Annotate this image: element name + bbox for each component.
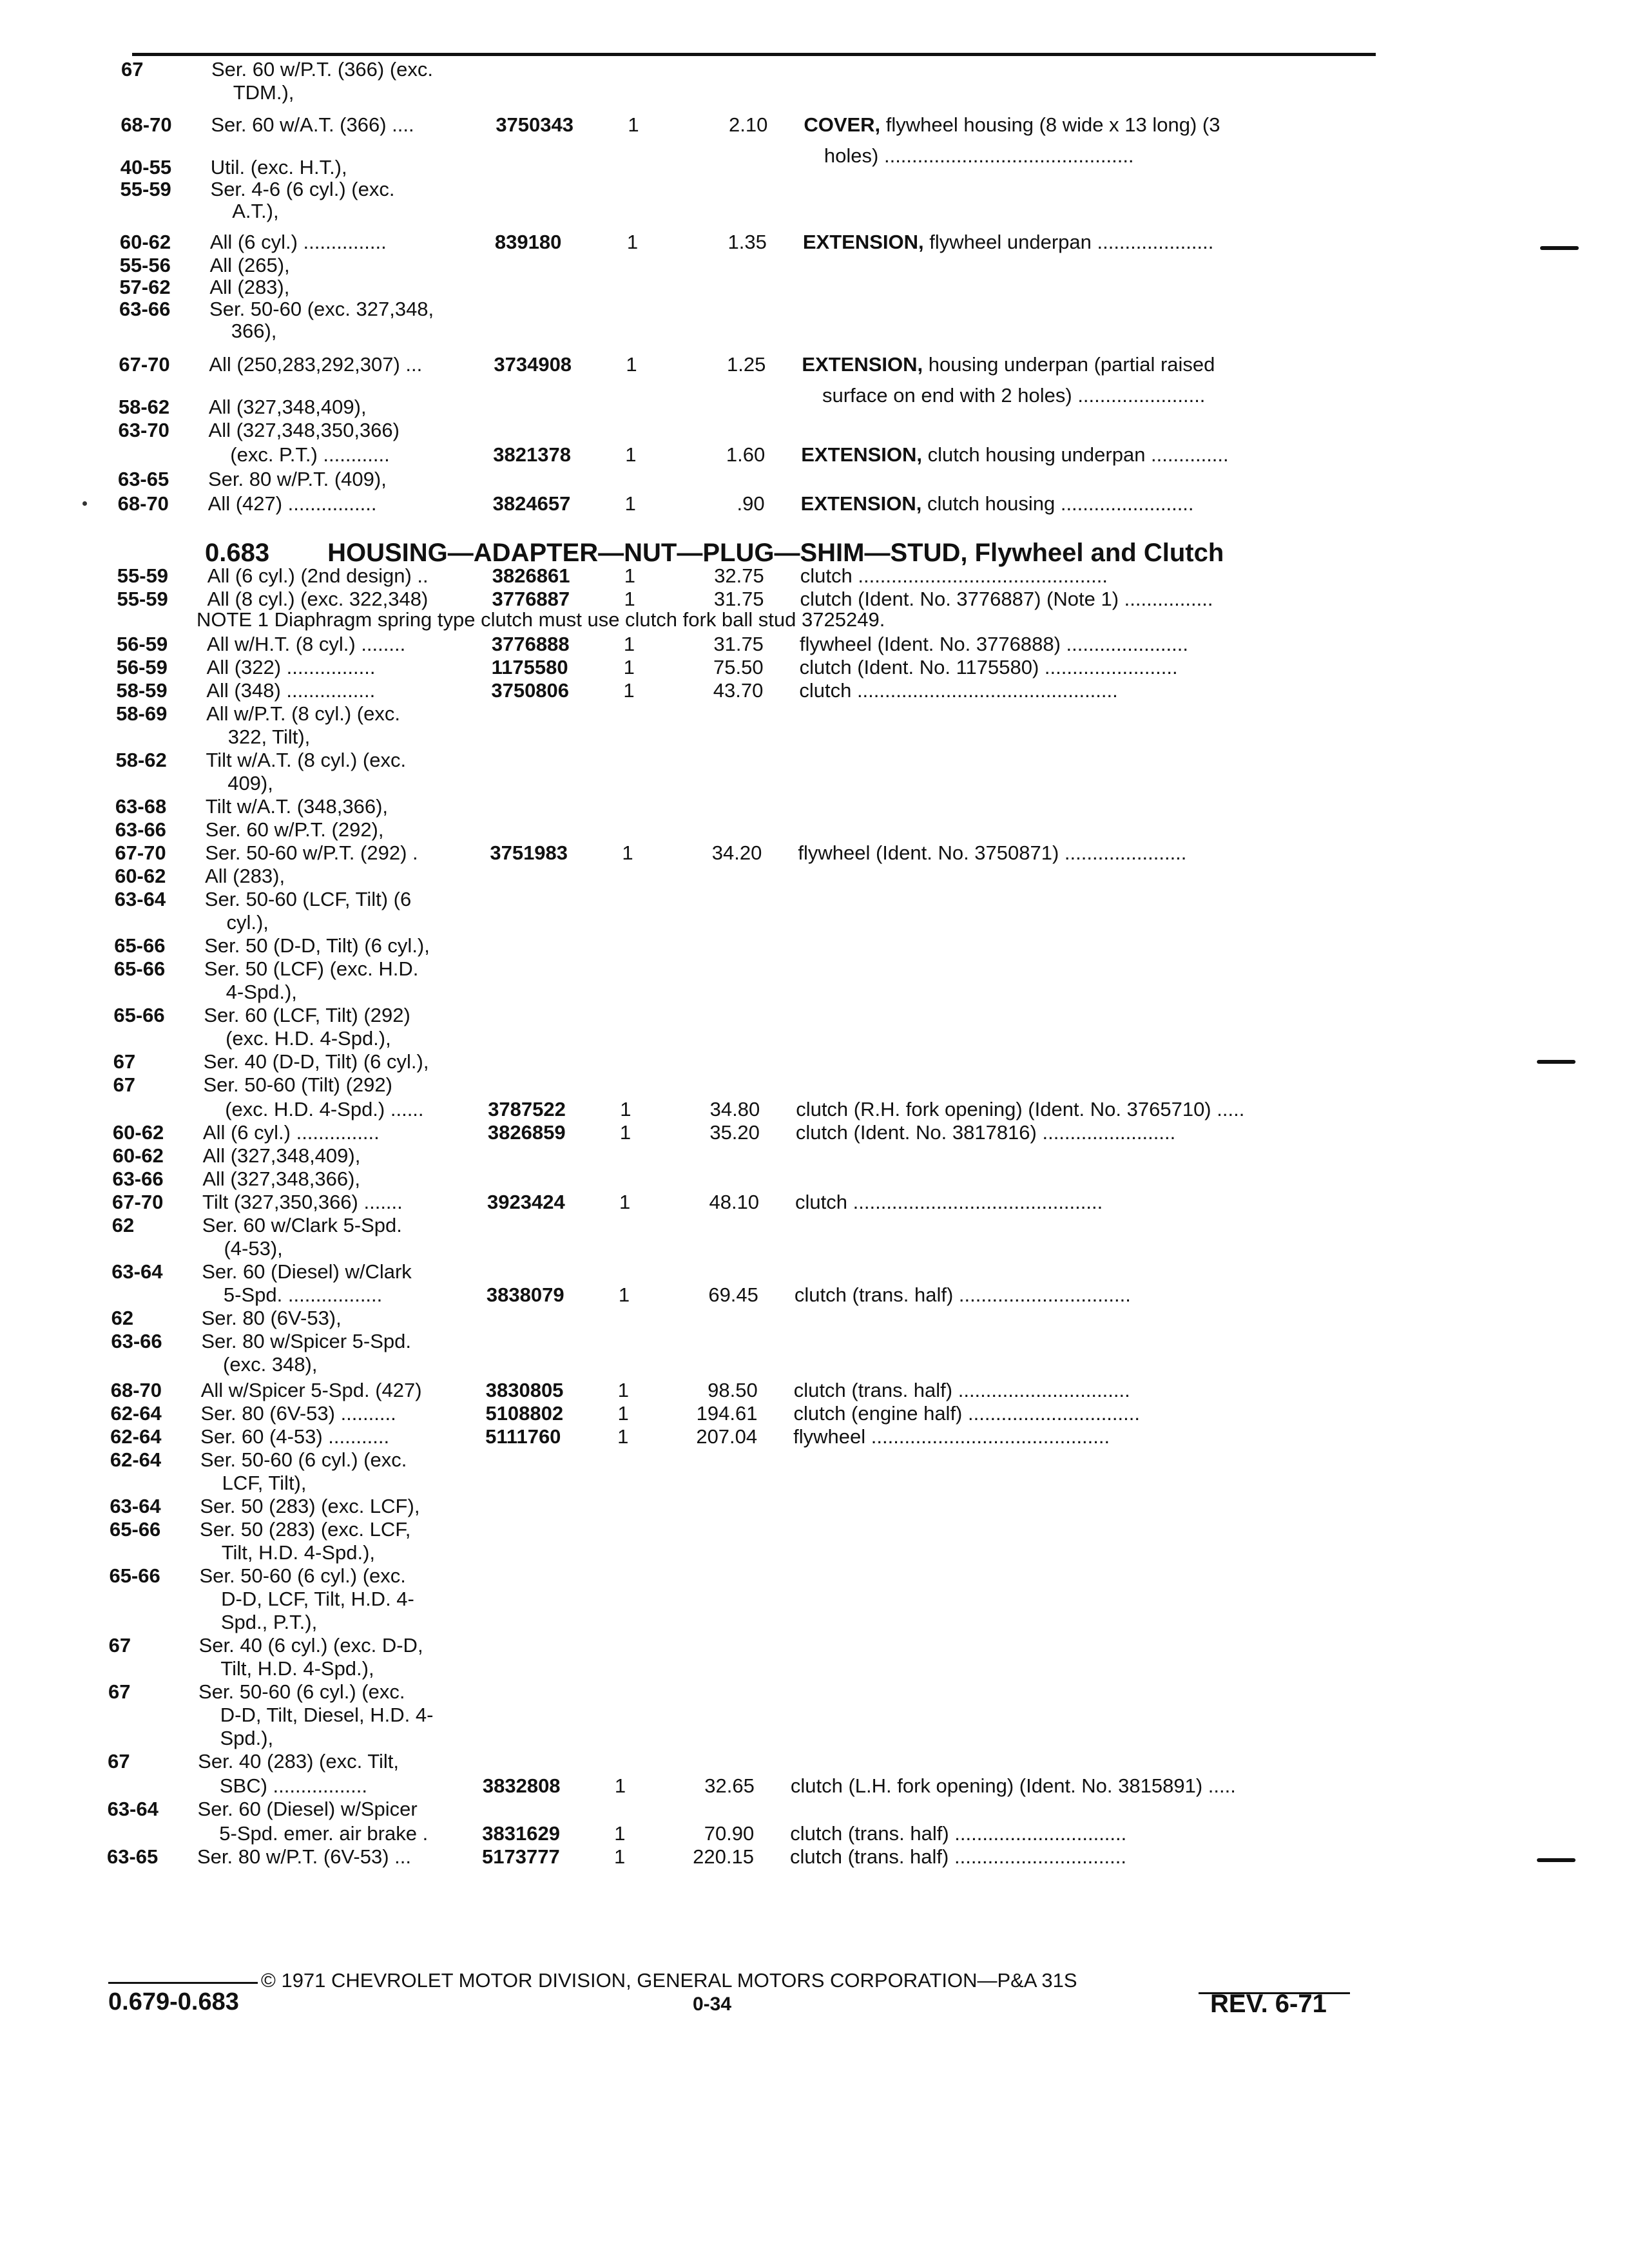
part-number: 839180 [494,231,562,253]
quantity: 1 [623,633,635,655]
part-number: 3750806 [491,679,570,702]
application: All (322) ................ [206,656,376,678]
model-years: 67-70 [119,353,170,376]
application: (exc. H.D. 4-Spd.), [226,1027,391,1050]
model-years: 57-62 [119,276,171,298]
description [804,112,1220,138]
model-years: 58-69 [116,702,168,725]
application: Ser. 50 (283) (exc. LCF, [200,1518,411,1541]
model-years: 56-59 [116,633,168,655]
description-text: clutch ............................................. [800,564,1108,587]
description-text: flywheel (Ident. No. 3776888) ...................... [799,633,1188,655]
application: 5-Spd. emer. air brake . [219,1822,429,1845]
note-text: NOTE 1 Diaphragm spring type clutch must use clutch fork ball stud 3725249. [197,608,885,631]
description [796,1097,1244,1122]
application: All (8 cyl.) (exc. 322,348) [207,588,429,610]
quantity: 1 [624,564,636,587]
application: Tilt, H.D. 4-Spd.), [221,1541,376,1564]
application: 5-Spd. ................. [223,1283,383,1306]
price: 207.04 [696,1425,758,1448]
part-number: 3776888 [491,633,570,655]
application: Ser. 50 (D-D, Tilt) (6 cyl.), [204,934,430,957]
description [800,655,1178,680]
price: 98.50 [708,1379,758,1401]
price: 194.61 [696,1402,758,1425]
description [793,1424,1110,1450]
model-years: 55-59 [117,564,169,587]
part-number: 3787522 [488,1098,566,1120]
application: All (6 cyl.) (2nd design) .. [207,564,429,587]
model-years: 62 [111,1307,134,1329]
application: Ser. 50-60 (Tilt) (292) [203,1073,392,1096]
description [802,352,1215,378]
application: (4-53), [224,1237,283,1260]
margin-tick [1537,1858,1576,1862]
description-title: COVER, [804,113,881,136]
description-text: clutch (trans. half) ............................... [793,1379,1130,1401]
application: Spd.), [220,1727,274,1749]
quantity: 1 [625,443,637,466]
margin-dot [82,501,87,506]
application: Ser. 60 (Diesel) w/Spicer [197,1798,418,1820]
footer-revision: REV. 6-71 [1210,1990,1327,2018]
price: 1.35 [728,231,767,253]
description [799,678,1117,704]
quantity: 1 [617,1379,629,1401]
model-years: 60-62 [112,1121,164,1144]
description-text: flywheel (Ident. No. 3750871) ...................... [798,841,1187,864]
application: (exc. P.T.) ............ [230,443,390,466]
quantity: 1 [626,231,639,253]
price: 1.25 [727,353,766,376]
section-heading [205,539,1224,568]
model-years: 67 [113,1073,135,1096]
quantity: 1 [619,1121,631,1144]
application: Ser. 80 (6V-53), [201,1307,342,1329]
model-years: 62 [111,1214,135,1236]
model-years: 40-55 [120,156,172,178]
model-years: 65-66 [114,934,166,957]
quantity: 1 [623,656,635,678]
description-text: clutch ............................................. [795,1191,1103,1213]
top-rule [132,53,1376,56]
description [800,631,1188,657]
application: Ser. 60 (4-53) ........... [200,1425,390,1448]
price: 32.65 [704,1774,755,1797]
quantity: 1 [617,1402,629,1425]
application: 366), [231,320,277,342]
application: Tilt w/A.T. (348,366), [205,795,389,818]
quantity: 1 [624,492,636,515]
model-years: 63-66 [111,1330,162,1352]
description [795,1189,1103,1215]
application: All (250,283,292,307) ... [209,353,423,376]
model-years: 62-64 [110,1425,162,1448]
part-number: 3821378 [493,443,571,466]
description-text: clutch (engine half) ............................... [793,1402,1140,1425]
model-years: 67-70 [112,1191,164,1213]
price: 34.80 [709,1098,760,1120]
application: Ser. 80 w/P.T. (6V-53) ... [197,1845,411,1868]
margin-tick [1540,246,1579,250]
part-number: 3734908 [494,353,572,376]
description-text: clutch (trans. half) ............................... [790,1822,1127,1845]
quantity: 1 [628,113,639,136]
description [793,1401,1140,1427]
model-years: 55-59 [120,178,171,200]
description-text: clutch (L.H. fork opening) (Ident. No. 3815891) ..... [790,1774,1236,1797]
model-years: 67 [108,1750,130,1773]
description-text: clutch (trans. half) ............................... [790,1845,1126,1868]
price: 69.45 [708,1283,758,1306]
application: Ser. 50-60 (6 cyl.) (exc. [200,1448,407,1471]
part-number: 3923424 [487,1191,565,1213]
part-number: 3826859 [487,1121,566,1144]
application: All (327,348,409), [208,396,367,418]
application: All (6 cyl.) ............... [209,231,387,253]
part-number: 3826861 [492,564,570,587]
application: Ser. 80 w/P.T. (409), [207,468,387,490]
part-number: 3776887 [492,588,570,610]
model-years: 63-64 [114,888,166,910]
model-years: 67 [108,1634,131,1657]
footer-rule-left [108,1982,258,1984]
description [790,1844,1126,1870]
application: Ser. 50-60 w/P.T. (292) . [205,841,418,864]
application: (exc. H.D. 4-Spd.) ...... [225,1098,424,1120]
model-years: 68-70 [117,492,169,515]
part-number: 3830805 [485,1379,564,1401]
description-text: clutch (Ident. No. 1175580) ........................ [799,656,1178,678]
part-number: 1175580 [491,656,568,678]
model-years: 60-62 [115,865,166,887]
application: Ser. 50-60 (6 cyl.) (exc. [199,1564,406,1587]
quantity: 1 [618,1283,630,1306]
description [798,840,1186,866]
application: D-D, LCF, Tilt, H.D. 4- [221,1588,414,1610]
model-years: 67 [108,1680,131,1703]
model-years: 63-66 [112,1168,164,1190]
application: Ser. 60 (LCF, Tilt) (292) [204,1004,410,1026]
description [795,1282,1131,1308]
model-years: 67 [113,1050,136,1073]
description-text: flywheel housing (8 wide x 13 long) (3 [885,113,1220,136]
model-years: 60-62 [119,231,171,253]
application: Ser. 60 (Diesel) w/Clark [202,1260,412,1283]
price: 220.15 [693,1845,754,1868]
part-number: 3831629 [482,1822,560,1845]
description-text: housing underpan (partial raised [928,353,1215,376]
price: 2.10 [728,113,768,136]
application: Ser. 60 w/P.T. (292), [205,818,384,841]
application: All (327,348,409), [202,1144,361,1167]
part-number: 3838079 [486,1283,564,1306]
description [794,1378,1130,1403]
application: Ser. 40 (D-D, Tilt) (6 cyl.), [203,1050,429,1073]
application: All (348) ................ [206,679,376,702]
model-years: 63-65 [117,468,169,490]
application: A.T.), [232,200,279,222]
price: 32.75 [714,564,764,587]
application: TDM.), [233,81,294,104]
application: Tilt, H.D. 4-Spd.), [220,1657,374,1680]
quantity: 1 [614,1774,626,1797]
application: Util. (exc. H.T.), [210,156,347,178]
description-text: clutch housing underpan .............. [927,443,1229,466]
application: Ser. 50 (283) (exc. LCF), [200,1495,420,1517]
description-text: clutch (R.H. fork opening) (Ident. No. 3765710) ..... [796,1098,1245,1120]
price: 48.10 [709,1191,760,1213]
model-years: 58-59 [116,679,168,702]
price: 34.20 [711,841,762,864]
application: (exc. 348), [223,1353,318,1376]
margin-tick [1537,1060,1576,1064]
application: Tilt w/A.T. (8 cyl.) (exc. [206,749,407,771]
quantity: 1 [624,588,635,610]
model-years: 63-64 [111,1260,163,1283]
application: All w/H.T. (8 cyl.) ........ [206,633,406,655]
quantity: 1 [617,1425,629,1448]
application: 4-Spd.), [226,981,297,1003]
application: All (427) ................ [207,492,377,515]
part-number: 3750343 [496,113,574,136]
description [801,442,1228,468]
model-years: 62-64 [110,1448,162,1471]
application: Ser. 50-60 (LCF, Tilt) (6 [204,888,412,910]
application: All (327,348,366), [202,1168,361,1190]
model-years: 63-65 [107,1845,159,1868]
price: 31.75 [713,633,764,655]
application: D-D, Tilt, Diesel, H.D. 4- [220,1704,434,1726]
part-number: 3832808 [482,1774,561,1797]
description-text: clutch (Ident. No. 3817816) ........................ [795,1121,1176,1144]
price: .90 [737,492,765,515]
model-years: 58-62 [115,749,167,771]
model-years: 55-56 [119,254,171,276]
price: 70.90 [704,1822,755,1845]
footer-page-number: 0-34 [693,1994,732,2015]
description-text: flywheel underpan ..................... [929,231,1214,253]
application: All w/P.T. (8 cyl.) (exc. [206,702,400,725]
application: cyl.), [226,911,269,934]
description-title: EXTENSION, [802,353,923,376]
part-number: 3751983 [490,841,568,864]
price: 43.70 [713,679,764,702]
model-years: 60-62 [112,1144,164,1167]
application: LCF, Tilt), [222,1472,307,1494]
application: Ser. 60 w/P.T. (366) (exc. [211,58,434,81]
model-years: 68-70 [110,1379,162,1401]
application: Spd., P.T.), [220,1611,318,1633]
model-years: 63-66 [115,818,166,841]
model-years: 67 [121,58,144,81]
description-title: EXTENSION, [801,443,923,466]
quantity: 1 [619,1191,631,1213]
application: Ser. 80 (6V-53) .......... [200,1402,396,1425]
quantity: 1 [626,353,637,376]
footer-group-range: 0.679-0.683 [108,1988,239,2015]
application: All (327,348,350,366) [208,419,400,441]
part-number: 5108802 [485,1402,564,1425]
model-years: 63-66 [119,298,171,320]
quantity: 1 [623,679,635,702]
quantity: 1 [614,1845,626,1868]
part-number: 5173777 [482,1845,560,1868]
model-years: 63-64 [110,1495,161,1517]
application: Tilt (327,350,366) ....... [202,1191,403,1213]
quantity: 1 [620,1098,631,1120]
description-text: surface on end with 2 holes) ....................... [822,384,1206,407]
model-years: 65-66 [109,1564,160,1587]
description-title: EXTENSION, [800,492,922,515]
description-text: clutch ............................................... [799,679,1118,702]
description-text: clutch housing ........................ [927,492,1194,515]
application: SBC) ................. [219,1774,367,1797]
application: Ser. 50-60 (6 cyl.) (exc. [198,1680,405,1703]
part-number: 5111760 [485,1425,561,1448]
application: All (283), [209,276,290,298]
application: Ser. 80 w/Spicer 5-Spd. [201,1330,412,1352]
application: Ser. 50-60 (exc. 327,348, [209,298,434,320]
quantity: 1 [622,841,633,864]
description-text: clutch (Ident. No. 3776887) (Note 1) ................ [800,588,1213,610]
description-text: flywheel ........................................... [793,1425,1110,1448]
model-years: 63-64 [107,1798,159,1820]
description [803,229,1214,255]
application: All w/Spicer 5-Spd. (427) [200,1379,422,1401]
section-title: HOUSING—ADAPTER—NUT—PLUG—SHIM—STUD, Flywheel and Clutch [327,539,1224,567]
model-years: 58-62 [118,396,170,418]
section-number: 0.683 [205,539,270,567]
price: 31.75 [713,588,764,610]
model-years: 62-64 [110,1402,162,1425]
model-years: 55-59 [117,588,168,610]
description-title: EXTENSION, [802,231,924,253]
model-years: 65-66 [113,1004,165,1026]
application: Ser. 60 w/Clark 5-Spd. [202,1214,402,1236]
description [822,383,1205,408]
description [801,491,1194,517]
quantity: 1 [614,1822,626,1845]
model-years: 63-68 [115,795,167,818]
application: Ser. 40 (6 cyl.) (exc. D-D, [198,1634,423,1657]
application: All (265), [209,254,290,276]
application: 409), [227,772,273,794]
price: 75.50 [713,656,764,678]
description [796,1120,1175,1146]
description-text: holes) ............................................. [824,144,1134,167]
description [791,1773,1236,1799]
model-years: 68-70 [120,113,172,136]
model-years: 65-66 [110,1518,161,1541]
price: 1.60 [726,443,766,466]
model-years: 56-59 [116,656,168,678]
model-years: 65-66 [113,957,166,980]
description [790,1821,1126,1847]
application: All (283), [205,865,285,887]
application: Ser. 4-6 (6 cyl.) (exc. [210,178,395,200]
description-text: clutch (trans. half) ............................... [794,1283,1131,1306]
application: 322, Tilt), [227,726,311,748]
model-years: 63-70 [118,419,169,441]
application: Ser. 40 (283) (exc. Tilt, [198,1750,400,1773]
application: All (6 cyl.) ............... [202,1121,380,1144]
price: 35.20 [709,1121,760,1144]
application: Ser. 60 w/A.T. (366) .... [211,113,414,136]
description [824,143,1134,169]
application: Ser. 50 (LCF) (exc. H.D. [204,957,419,980]
model-years: 67-70 [115,841,166,864]
part-number: 3824657 [492,492,571,515]
footer-copyright: © 1971 CHEVROLET MOTOR DIVISION, GENERAL MOTORS CORPORATION—P&A 31S [261,1969,1077,1992]
